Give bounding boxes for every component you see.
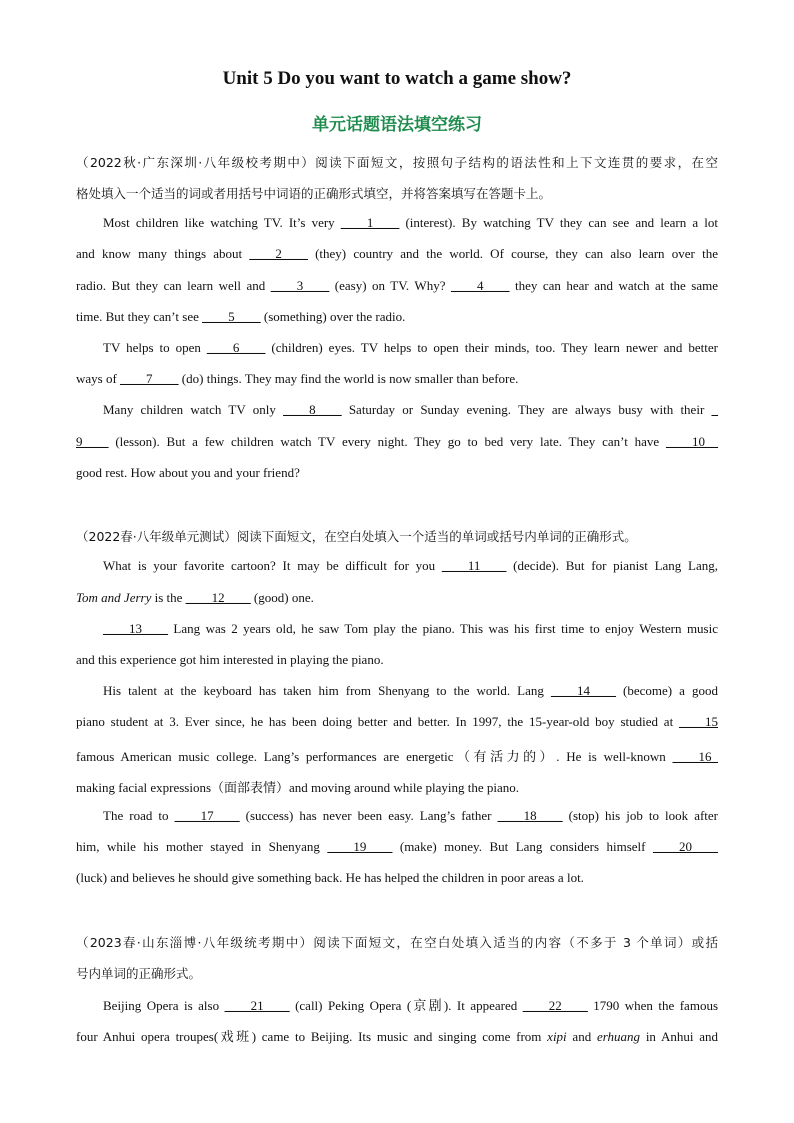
blank-7[interactable]: ____7____ <box>120 371 179 386</box>
blank-9[interactable]: 9____ <box>76 434 109 449</box>
passage-line: ways of ____7____ (do) things. They may find the world is now smaller than before. <box>76 371 519 386</box>
passage-line: (luck) and believes he should give something back. He has helped the children in poor areas a lot. <box>76 870 584 885</box>
blank-18[interactable]: ____18____ <box>497 808 563 823</box>
passage-line: ____13____ Lang was 2 years old, he saw Tom play the piano. This was his first time to enjoy Western music <box>103 621 718 636</box>
blank-17[interactable]: ____17____ <box>174 808 240 823</box>
passage-line: His talent at the keyboard has taken him from Shenyang to the world. Lang ____14____ (become) a good <box>103 683 718 698</box>
page-title: Unit 5 Do you want to watch a game show? <box>222 68 572 89</box>
blank-21[interactable]: ____21____ <box>224 998 290 1013</box>
blank-22[interactable]: ____22____ <box>522 998 588 1013</box>
blank-3[interactable]: ____3____ <box>270 278 330 293</box>
section-2-heading: （2022春·八年级单元测试）阅读下面短文，在空白处填入一个适当的单词或括号内单词的正确形式。 <box>76 529 637 544</box>
passage-line: good rest. How about you and your friend? <box>76 465 300 480</box>
blank-13[interactable]: ____13____ <box>103 621 168 636</box>
passage-line: Tom and Jerry is the ____12____ (good) one. <box>76 590 314 605</box>
section-1-heading-line-2: 格处填入一个适当的词或者用括号中词语的正确形式填空，并将答案填写在答题卡上。 <box>76 186 552 201</box>
blank-6[interactable]: ____6____ <box>206 340 266 355</box>
page-subtitle: 单元话题语法填空练习 <box>312 115 482 135</box>
cartoon-title: Tom and Jerry <box>76 590 152 605</box>
passage-line: Most children like watching TV. It’s very ____1____ (interest). By watching TV they can see and learn a lot <box>103 215 718 230</box>
blank-10[interactable]: ____10__ <box>666 434 718 449</box>
passage-line: him, while his mother stayed in Shenyang ____19____ (make) money. But Lang considers himself ____20____ <box>76 839 718 854</box>
section-3-heading-line-1: （2023春·山东淄博·八年级统考期中）阅读下面短文，在空白处填入适当的内容（不多于 3 个单词）或括 <box>76 935 718 950</box>
passage-line: 9____ (lesson). But a few children watch TV every night. They go to bed very late. They can’t have ____10__ <box>76 434 718 449</box>
passage-line: four Anhui opera troupes(戏班) came to Beijing. Its music and singing come from xipi and erhuang in Anhui and <box>76 1029 718 1044</box>
blank-15[interactable]: ____15 <box>679 714 718 729</box>
blank-8[interactable]: ____8____ <box>283 402 342 417</box>
passage-line: radio. But they can learn well and ____3____ (easy) on TV. Why? ____4____ they can hear and watch at the same <box>76 278 718 293</box>
section-1-heading-line-1: （2022秋·广东深圳·八年级校考期中）阅读下面短文，按照句子结构的语法性和上下文连贯的要求，在空 <box>76 155 718 170</box>
blank-19[interactable]: ____19____ <box>327 839 393 854</box>
passage-line: The road to ____17____ (success) has never been easy. Lang’s father ____18____ (stop) his job to look after <box>103 808 719 823</box>
blank-12[interactable]: ____12____ <box>185 590 251 605</box>
passage-line: famous American music college. Lang’s performances are energetic（有活力的）. He is well-known ____16_ <box>76 749 718 764</box>
passage-line: and know many things about ____2____ (they) country and the world. Of course, they can also learn over the <box>76 246 718 261</box>
blank-9-start[interactable]: _ <box>711 402 718 417</box>
blank-1[interactable]: ____1____ <box>340 215 400 230</box>
section-3-heading-line-2: 号内单词的正确形式。 <box>76 966 202 981</box>
passage-line: What is your favorite cartoon? It may be difficult for you ____11____ (decide). But for pianist Lang Lang, <box>103 558 719 573</box>
blank-14[interactable]: ____14____ <box>550 683 616 698</box>
passage-line: making facial expressions（面部表情）and moving around while playing the piano. <box>76 780 519 795</box>
passage-line: TV helps to open ____6____ (children) eyes. TV helps to open their minds, too. They learn newer and better <box>103 340 718 355</box>
blank-5[interactable]: ____5____ <box>202 309 261 324</box>
passage-line: piano student at 3. Ever since, he has been doing better and better. In 1997, the 15-year-old boy studied at ____15 <box>76 714 718 729</box>
blank-16[interactable]: ____16_ <box>672 749 718 764</box>
passage-line: Beijing Opera is also ____21____ (call) Peking Opera (京剧). It appeared ____22____ 1790 when the famous <box>103 998 718 1013</box>
passage-line: Many children watch TV only ____8____ Saturday or Sunday evening. They are always busy with their _ <box>103 402 718 417</box>
blank-4[interactable]: ____4____ <box>450 278 510 293</box>
blank-11[interactable]: ____11____ <box>441 558 507 573</box>
passage-line: and this experience got him interested in playing the piano. <box>76 652 384 667</box>
blank-2[interactable]: ____2____ <box>249 246 308 261</box>
blank-20[interactable]: ____20____ <box>653 839 718 854</box>
passage-line: time. But they can’t see ____5____ (something) over the radio. <box>76 309 406 324</box>
